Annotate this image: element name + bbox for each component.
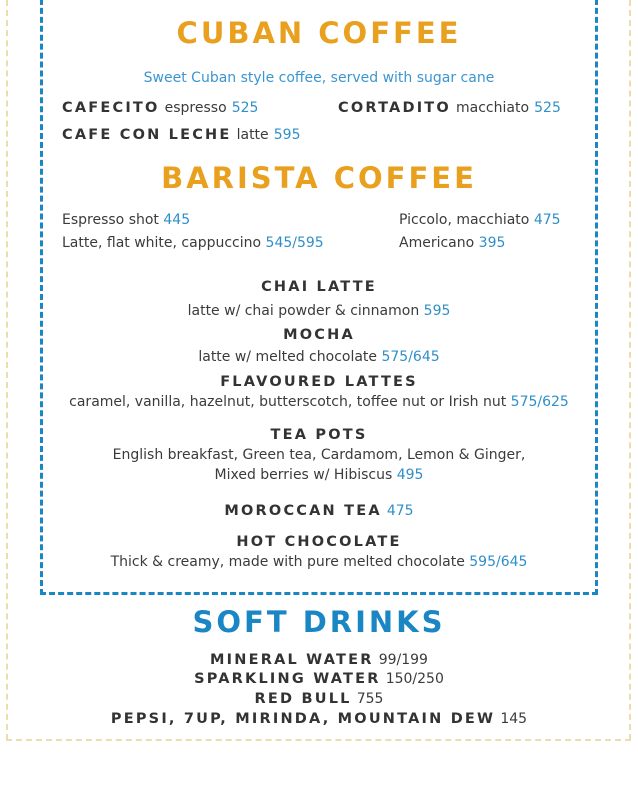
item-price: 145 [500, 711, 528, 727]
item-price: 475 [533, 212, 561, 228]
cuban-coffee-subtitle: Sweet Cuban style coffee, served with sugar cane [143, 70, 495, 86]
item-price: 445 [163, 212, 191, 228]
moroccan-tea-line [40, 500, 598, 519]
mocha-heading: MOCHA [283, 327, 355, 343]
tea-pots-line-2 [40, 467, 598, 483]
menu-item-cafecito [62, 97, 258, 116]
item-desc: Mixed berries w/ Hibiscus [214, 467, 393, 483]
item-desc: macchiato [456, 100, 530, 116]
mocha-line [40, 349, 598, 365]
item-label: Americano [399, 235, 475, 251]
item-price: 525 [534, 100, 561, 116]
item-price: 595 [423, 303, 451, 319]
menu-item-latte-flat-white [62, 235, 324, 251]
barista-coffee-title: BARISTA COFFEE [161, 161, 477, 195]
item-desc: caramel, vanilla, hazelnut, butterscotch, toffee nut or Irish nut [69, 394, 507, 410]
item-price: 545/595 [265, 235, 324, 251]
menu-item-espresso-shot [62, 212, 190, 228]
item-name: CAFE CON LECHE [62, 127, 232, 143]
item-price: 525 [231, 100, 259, 116]
item-price: 595/645 [469, 554, 528, 570]
item-name: RED BULL [254, 691, 352, 707]
tea-pots-heading: TEA POTS [270, 427, 368, 443]
chai-latte-heading: CHAI LATTE [261, 279, 377, 295]
item-price: 755 [356, 691, 384, 707]
outer-border-bottom [6, 739, 631, 741]
item-price: 575/645 [381, 349, 440, 365]
item-price: 475 [386, 503, 414, 519]
soft-drinks-title: SOFT DRINKS [192, 605, 446, 639]
item-name: PEPSI, 7UP, MIRINDA, MOUNTAIN DEW [110, 711, 496, 727]
soft-drink-sparkling-water [0, 668, 638, 687]
item-name: SPARKLING WATER [194, 671, 381, 687]
item-name: CAFECITO [62, 100, 160, 116]
flavoured-lattes-line [40, 394, 598, 410]
chai-latte-line [40, 303, 598, 319]
item-price: 150/250 [385, 671, 444, 687]
menu-item-cortadito [338, 97, 561, 116]
item-desc: latte w/ melted chocolate [198, 349, 378, 365]
item-price: 99/199 [378, 652, 428, 668]
item-name: CORTADITO [338, 100, 451, 116]
hot-chocolate-heading: HOT CHOCOLATE [236, 534, 402, 550]
item-label: Piccolo, macchiato [399, 212, 530, 228]
item-desc: Thick & creamy, made with pure melted chocolate [110, 554, 465, 570]
menu-item-americano [399, 235, 505, 251]
item-label: Espresso shot [62, 212, 159, 228]
cuban-coffee-title: CUBAN COFFEE [176, 16, 462, 50]
soft-drink-red-bull [0, 688, 638, 707]
soft-drink-mineral-water [0, 649, 638, 668]
soft-drink-sodas [0, 708, 638, 727]
item-name: MINERAL WATER [210, 652, 374, 668]
item-price: 575/625 [510, 394, 569, 410]
tea-pots-line-1: English breakfast, Green tea, Cardamom, Lemon & Ginger, [112, 447, 526, 463]
item-price: 395 [478, 235, 506, 251]
item-name: MOROCCAN TEA [224, 503, 382, 519]
item-desc: latte [236, 127, 269, 143]
item-desc: espresso [164, 100, 227, 116]
item-price: 595 [273, 127, 301, 143]
item-desc: latte w/ chai powder & cinnamon [187, 303, 420, 319]
menu-item-cafe-con-leche [62, 124, 300, 143]
menu-item-piccolo [399, 212, 561, 228]
item-label: Latte, flat white, cappuccino [62, 235, 262, 251]
flavoured-lattes-heading: FLAVOURED LATTES [220, 374, 418, 390]
item-price: 495 [396, 467, 424, 483]
hot-chocolate-line [40, 554, 598, 570]
